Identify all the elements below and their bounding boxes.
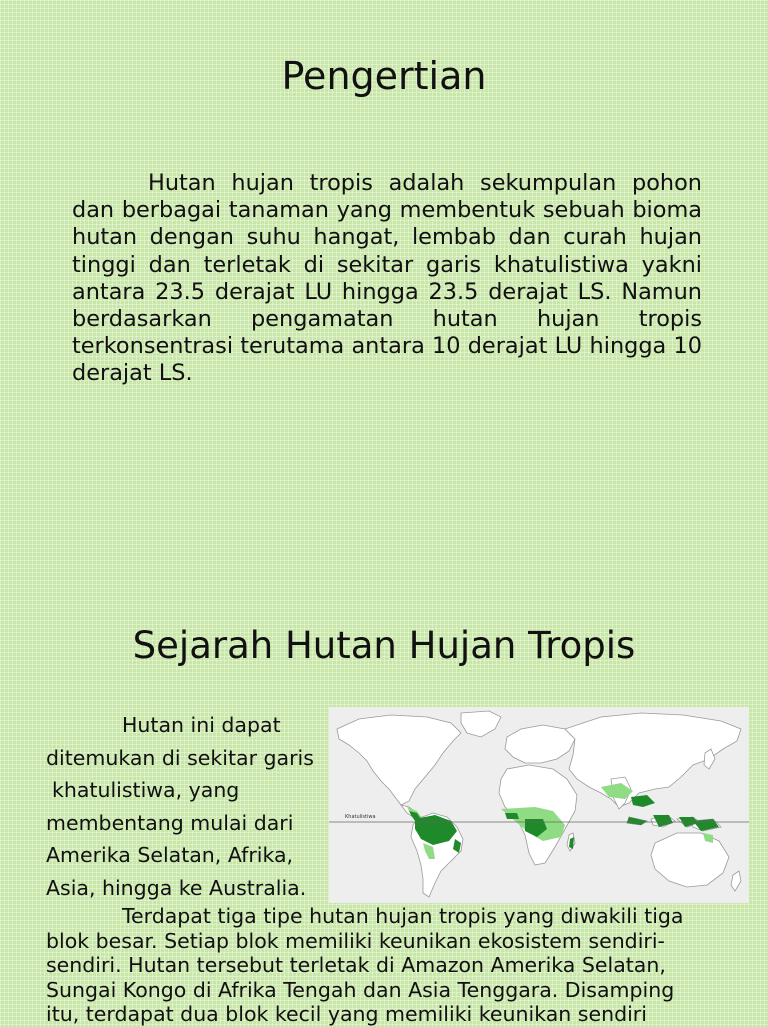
intro-line: membentang mulai dari	[46, 810, 294, 835]
history-paragraph	[46, 904, 716, 1027]
world-map-svg	[329, 707, 749, 903]
history-line: Terdapat tiga tipe hutan hujan tropis yang diwakili tiga	[122, 904, 684, 928]
world-rainforest-map	[329, 707, 749, 903]
intro-line: ditemukan di sekitar garis	[46, 745, 314, 770]
definition-paragraph	[72, 170, 702, 388]
slide-sejarah	[0, 512, 768, 1024]
slide-pengertian	[0, 0, 768, 512]
slide-title: Pengertian	[281, 54, 487, 98]
history-line: blok besar. Setiap blok memiliki keunikan ekosistem sendiri-	[46, 928, 665, 953]
slide-title: Sejarah Hutan Hujan Tropis	[132, 624, 636, 667]
equator-label: Khatulistiwa	[345, 814, 376, 820]
intro-line: Asia, hingga ke Australia.	[46, 875, 307, 900]
history-line: itu, terdapat dua blok kecil yang memiliki keunikan sendiri	[46, 1002, 647, 1026]
intro-text-block	[46, 709, 336, 904]
intro-line: Hutan ini dapat	[122, 713, 281, 737]
definition-text: Hutan hujan tropis adalah sekumpulan pohon dan berbagai tanaman yang membentuk sebuah bioma hutan dengan suhu hangat, lembab dan curah hujan tinggi dan terletak di sekitar garis khatulistiwa yakni antara 23.5 derajat LU hingga 23.5 derajat LS. Namun berdasarkan pengamatan hutan hujan tropis terkonsentrasi terutama antara 10 derajat LU hingga 10 derajat LS.	[72, 170, 702, 387]
intro-line: khatulistiwa, yang	[52, 778, 240, 802]
history-line: Sungai Kongo di Afrika Tengah dan Asia Tenggara. Disamping	[46, 977, 675, 1002]
intro-line: Amerika Selatan, Afrika,	[46, 843, 294, 867]
history-line: sendiri. Hutan tersebut terletak di Amazon Amerika Selatan,	[46, 953, 666, 977]
rainforest-dark-west-africa	[505, 813, 519, 819]
